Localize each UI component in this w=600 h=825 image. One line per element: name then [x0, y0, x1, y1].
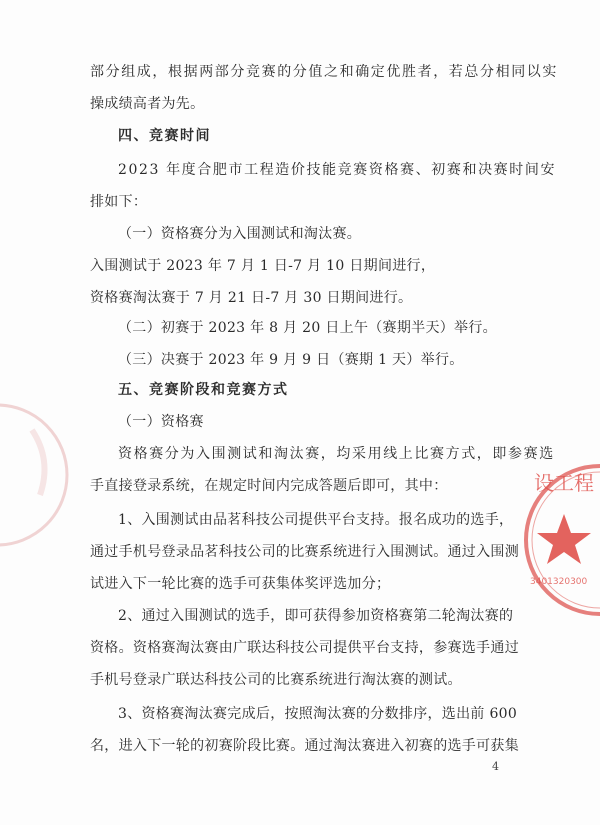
text-line-14: 手直接登录系统，在规定时间内完成答题后即可，其中： — [90, 478, 448, 494]
text-line-22: 名，进入下一轮的初赛阶段比赛。通过淘汰赛进入初赛的选手可获集 — [90, 738, 519, 754]
text-line-12: （一）资格赛 — [118, 414, 204, 430]
text-line-2: 操成绩高者为先。 — [90, 96, 205, 112]
seal-text: 设工程 — [534, 471, 594, 495]
seal-number: 3401320300 — [530, 577, 588, 587]
text-line-18: 2、通过入围测试的选手，即可获得参加资格赛第二轮淘汰赛的 — [118, 608, 514, 624]
text-line-4: 2023 年度合肥市工程造价技能竞赛资格赛、初赛和决赛时间安 — [118, 162, 557, 178]
text-line-19: 资格。资格赛淘汰赛由广联达科技公司提供平台支持，参赛选手通过 — [90, 640, 519, 656]
section-heading-5: 五、竞赛阶段和竞赛方式 — [118, 382, 289, 398]
text-line-10: （三）决赛于 2023 年 9 月 9 日（赛期 1 天）举行。 — [118, 352, 464, 368]
text-line-8: 资格赛淘汰赛于 7 月 21 日-7 月 30 日期间进行。 — [90, 290, 413, 306]
page-number: 4 — [492, 760, 499, 773]
section-heading-4: 四、竞赛时间 — [118, 128, 211, 144]
text-line-17: 试进入下一轮比赛的选手可获集体奖评选加分； — [90, 576, 391, 592]
text-line-5: 排如下： — [90, 194, 148, 210]
text-line-6: （一）资格赛分为入围测试和淘汰赛。 — [118, 226, 362, 242]
faint-seal-left — [0, 400, 72, 550]
official-seal-right — [520, 460, 600, 620]
text-line-15: 1、入围测试由品茗科技公司提供平台支持。报名成功的选手， — [118, 512, 514, 528]
text-line-9: （二）初赛于 2023 年 8 月 20 日上午（赛期半天）举行。 — [118, 320, 497, 336]
text-line-16: 通过手机号登录品茗科技公司的比赛系统进行入围测试。通过入围测 — [90, 544, 519, 560]
text-line-1: 部分组成，根据两部分竞赛的分值之和确定优胜者，若总分相同以实 — [90, 64, 558, 80]
text-line-21: 3、资格赛淘汰赛完成后，按照淘汰赛的分数排序，选出前 600 — [118, 706, 518, 722]
seal-star-icon — [537, 514, 591, 564]
text-line-7: 入围测试于 2023 年 7 月 1 日-7 月 10 日期间进行， — [90, 258, 436, 274]
text-line-13: 资格赛分为入围测试和淘汰赛，均采用线上比赛方式，即参赛选 — [118, 446, 555, 462]
text-line-20: 手机号登录广联达科技公司的比赛系统进行淘汰赛的测试。 — [90, 672, 462, 688]
